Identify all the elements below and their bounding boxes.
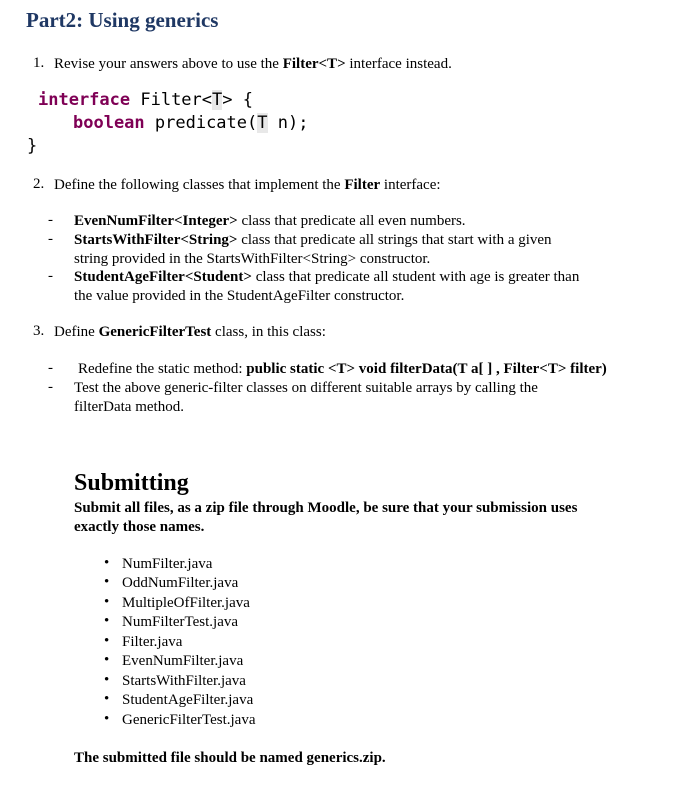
submit-instructions: Submit all files, as a zip file through Moodle, be sure that your submission uses exactly those names. [74,500,578,535]
method-definition: Redefine the static method: public static <T> void filterData(T a[ ] , Filter<T> filter) [78,361,607,377]
instruction-1: Revise your answers above to use the Filter<T> interface instead. [54,56,452,72]
bullet-icon: • [104,574,110,590]
test-instruction: Test the above generic-filter classes on different suitable arrays by calling the filterData method. [74,380,538,415]
instruction-2: Define the following classes that implement the Filter interface: [54,177,441,193]
class-item-starts-with-filter: StartsWithFilter<String> class that predicate all strings that start with a given string provided in the StartsWithFilter<String> constructor. [74,232,552,267]
dash-bullet: - [48,212,53,228]
class-item-even-num-filter: EvenNumFilter<Integer> class that predicate all even numbers. [74,213,466,229]
file-item: GenericFilterTest.java [122,712,256,728]
item-number: 2. [33,176,45,192]
bullet-icon: • [104,633,110,649]
bullet-icon: • [104,555,110,571]
bullet-icon: • [104,711,110,727]
instruction-3: Define GenericFilterTest class, in this class: [54,324,326,340]
bullet-icon: • [104,652,110,668]
file-item: StudentAgeFilter.java [122,692,254,708]
file-item: MultipleOfFilter.java [122,595,250,611]
file-item: NumFilterTest.java [122,614,239,630]
code-line-1: interface Filter<T> { [38,90,253,110]
file-item: NumFilter.java [122,556,213,572]
bullet-icon: • [104,613,110,629]
submission-filename-note: The submitted file should be named generics.zip. [74,750,386,766]
class-item-student-age-filter: StudentAgeFilter<Student> class that predicate all student with age is greater than the value provided in the StudentAgeFilter constructor. [74,269,580,304]
dash-bullet: - [48,268,53,284]
bullet-icon: • [104,594,110,610]
file-item: OddNumFilter.java [122,575,239,591]
dash-bullet: - [48,360,53,376]
file-item: Filter.java [122,634,183,650]
item-number: 3. [33,323,45,339]
dash-bullet: - [48,379,53,395]
code-line-3: } [27,136,38,156]
bullet-icon: • [104,691,110,707]
file-item: EvenNumFilter.java [122,653,244,669]
code-line-2: boolean predicate(T n); [73,113,309,133]
page-title: Part2: Using generics [26,8,219,32]
bullet-icon: • [104,672,110,688]
submitting-heading: Submitting [74,470,189,496]
item-number: 1. [33,55,45,71]
file-item: StartsWithFilter.java [122,673,246,689]
dash-bullet: - [48,231,53,247]
